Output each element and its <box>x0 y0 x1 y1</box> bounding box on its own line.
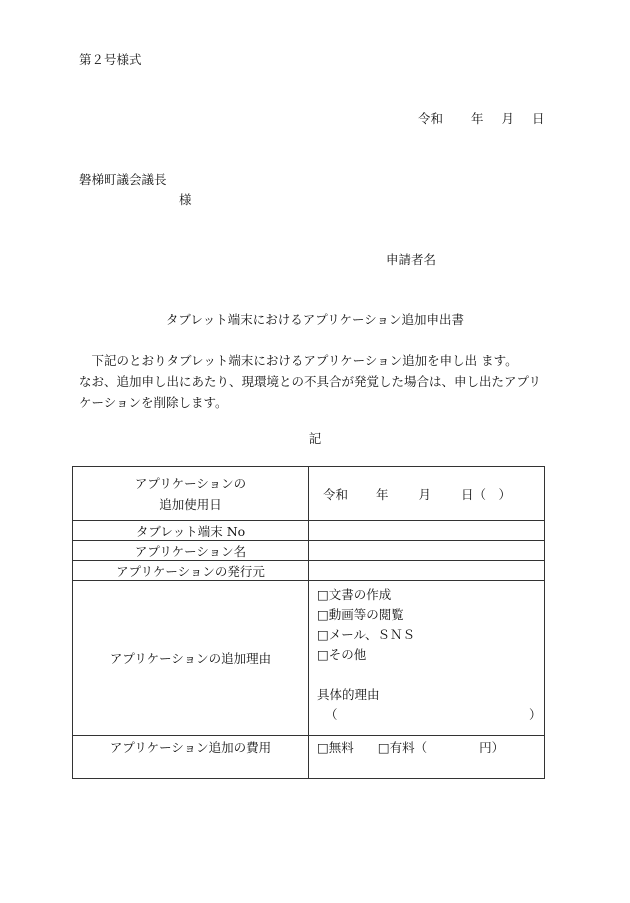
table-row-tablet-no <box>73 521 545 541</box>
specific-reason-label: 具体的理由 <box>317 687 380 702</box>
table-row-cost <box>73 736 545 779</box>
date-year: 年 <box>471 111 484 126</box>
app-publisher-field[interactable] <box>309 561 545 581</box>
ki-heading: 記 <box>308 431 322 446</box>
cost-field <box>309 736 545 779</box>
body-paragraph-1: 下記のとおりタブレット端末におけるアプリケーション追加を申し出 ます。 <box>91 353 518 368</box>
tablet-no-label: タブレット端末 No <box>73 521 309 541</box>
usage-date-era: 令和 <box>323 486 349 502</box>
addressee-title: 磐梯町議会議長 <box>79 172 167 187</box>
reason-option-document[interactable]: □文書の作成 <box>317 587 392 602</box>
applicant-name-label: 申請者名 <box>386 252 437 267</box>
specific-reason-field[interactable] <box>317 705 544 725</box>
paren-open: （ <box>325 707 338 722</box>
date-era: 令和 <box>418 111 444 126</box>
app-name-label: アプリケーション名 <box>73 541 309 561</box>
cost-label: アプリケーション追加の費用 <box>73 736 309 779</box>
reason-option-video[interactable]: □動画等の閲覧 <box>317 607 404 622</box>
application-form-table <box>72 466 545 779</box>
body-text <box>79 350 549 413</box>
usage-date-year: 年 <box>376 486 389 502</box>
cost-yen: 円） <box>479 740 505 755</box>
usage-date-day: 日（ ） <box>461 486 512 502</box>
usage-date-label <box>73 467 309 521</box>
usage-date-label-line1: アプリケーションの <box>134 475 247 491</box>
app-name-field[interactable] <box>309 541 545 561</box>
app-publisher-label: アプリケーションの発行元 <box>73 561 309 581</box>
usage-date-label-line2: 追加使用日 <box>159 496 222 512</box>
form-number: 第２号様式 <box>79 52 142 67</box>
reason-option-other[interactable]: □その他 <box>317 647 367 662</box>
usage-date-field[interactable] <box>309 467 545 521</box>
cost-option-paid[interactable]: □有料（ <box>377 740 428 755</box>
reason-label: アプリケーションの追加理由 <box>73 581 309 736</box>
body-paragraph-2: なお、追加申し出にあたり、現環境との不具合が発覚した場合は、申し出たアプリケーションを削除します。 <box>79 374 542 410</box>
date-day: 日 <box>532 111 545 126</box>
document-title: タブレット端末におけるアプリケーション追加申出書 <box>165 312 465 327</box>
tablet-no-field[interactable] <box>309 521 545 541</box>
table-row-usage-date <box>73 467 545 521</box>
table-row-reason <box>73 581 545 736</box>
date-month: 月 <box>501 111 515 126</box>
paren-close: ） <box>529 707 542 722</box>
table-row-app-publisher <box>73 561 545 581</box>
submission-date <box>418 109 545 127</box>
reason-option-mail-sns[interactable]: □メール、ＳＮＳ <box>317 627 416 642</box>
cost-option-free[interactable]: □無料 <box>317 740 354 755</box>
usage-date-month: 月 <box>418 486 432 502</box>
table-row-app-name <box>73 541 545 561</box>
addressee-honorific: 様 <box>179 192 192 207</box>
reason-field <box>309 581 545 736</box>
